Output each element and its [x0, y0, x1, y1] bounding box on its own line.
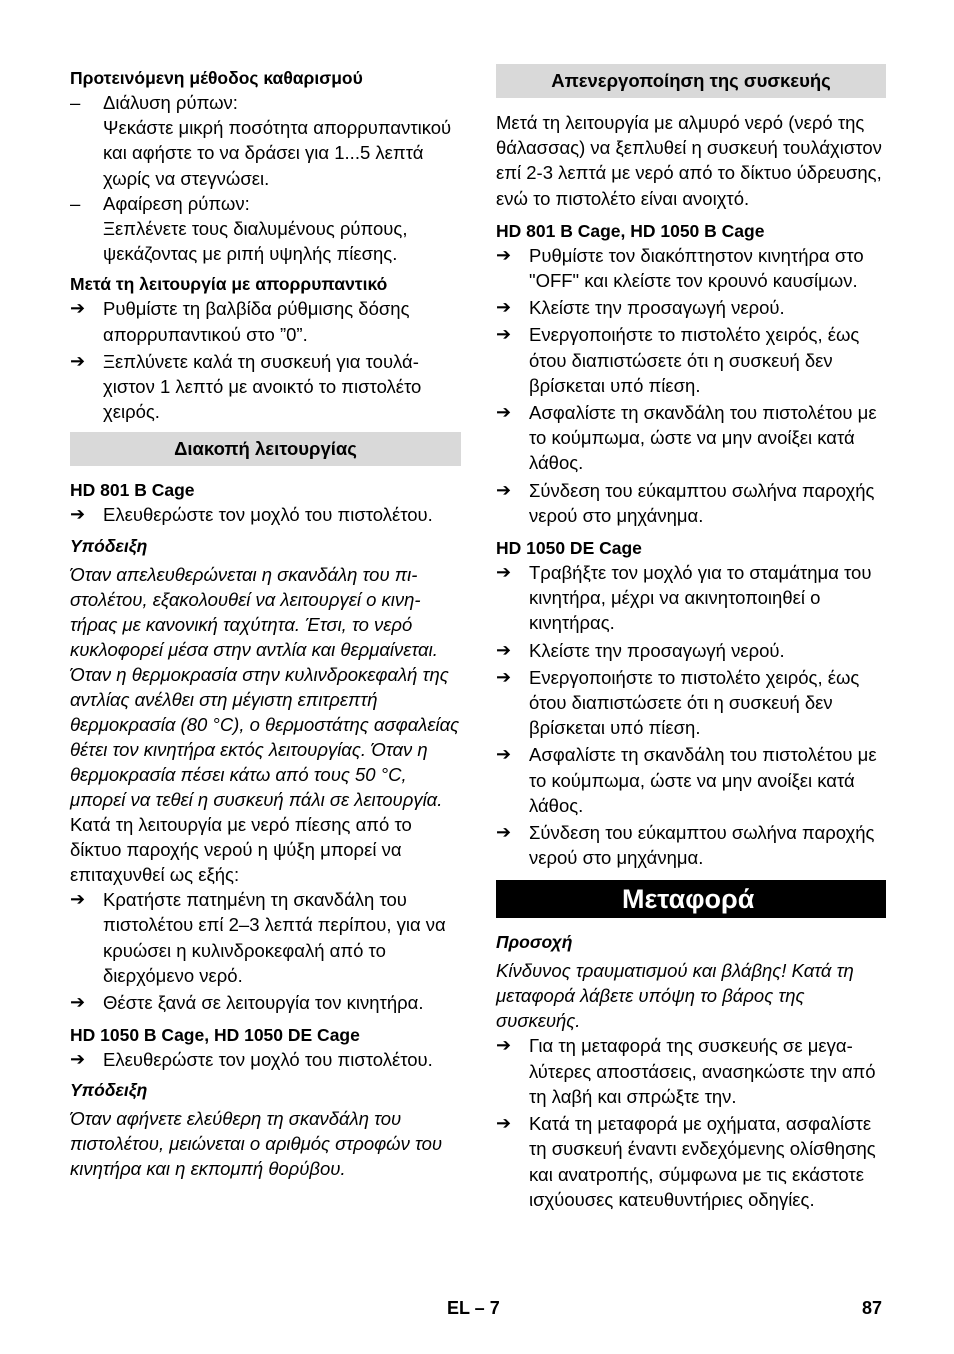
- list-item: ➔ Ελευθερώστε τον μοχλό του πιστολέτου.: [70, 1047, 461, 1072]
- list-item: ➔ Θέστε ξανά σε λειτουργία τον κινητήρα.: [70, 990, 461, 1015]
- list-item: ➔ Ενεργοποιήστε το πιστολέτο χειρός, έως ότου διαπιστώσετε ότι η συσκευή δεν βρίσκεται υπό πίεση.: [496, 665, 886, 741]
- heading-cleaning-method: Προτεινόμενη μέθοδος καθαρισμού: [70, 68, 363, 88]
- warning-text: Κίνδυνος τραυματισμού και βλάβης! Κατά τη μεταφορά λάβετε υπόψη το βάρος της συσκευής.: [496, 960, 854, 1032]
- list-item: ➔ Ασφαλίστε τη σκανδάλη του πιστολέτου με το κούμπωμα, ώστε να μην ανοίξει κατά λάθος.: [496, 400, 886, 476]
- list-item-title: Διάλυση ρύπων:: [103, 92, 238, 113]
- heading-hd801: HD 801 B Cage: [70, 480, 195, 501]
- list-item: ➔ Σύνδεση του εύκαμπτου σωλήνα παροχής νερού στο μηχάνημα.: [496, 478, 886, 528]
- heading-hd801-hd1050: HD 801 B Cage, HD 1050 B Cage: [496, 220, 765, 241]
- arrow-icon: ➔: [70, 504, 86, 525]
- dash-marker: –: [70, 192, 81, 214]
- heading-hd1050de: HD 1050 DE Cage: [496, 538, 642, 559]
- list-item: ➔ Κατά τη μεταφορά με οχήματα, ασφαλίστε τη συσκευή έναντι ενδεχόμενης ολίσθησης και ανατροπής, σύμφωνα με τις εκάστοτε ισχύουσες κατευθυντήριες οδηγίες.: [496, 1111, 886, 1212]
- list-item: ➔ Κρατήστε πατημένη τη σκανδάλη του πιστολέτου επί 2–3 λεπτά περίπου, για να κρυώσει η κυλινδροκεφαλή από το διερχόμενο νερό.: [70, 887, 461, 988]
- arrow-icon: ➔: [496, 324, 512, 345]
- list-item: [70, 90, 461, 191]
- note-heading: Υπόδειξη: [70, 535, 148, 556]
- arrow-icon: ➔: [496, 744, 512, 765]
- arrow-icon: ➔: [70, 889, 86, 910]
- arrow-icon: ➔: [70, 350, 86, 371]
- list-item: ➔ Ξεπλύνετε καλά τη συσκευή για τουλάχιστον 1 λεπτό με ανοικτό το πιστολέτο χειρός.: [70, 349, 461, 425]
- note-text: Όταν απελευθερώνεται η σκανδάλη του πιστολέτου, εξακολουθεί να λειτουργεί ο κινητήρας με κανονική ταχύτητα. Έτσι, το νερό κυκλοφορεί μέσα στην αντλία και θερμαίνεται. Όταν η θερμοκρασία στην κυλινδροκεφαλή της αντλίας ανέλθει στη μέγιστη επιτρεπτή θερμοκρασία (80 °C), ο θερμοστάτης ασφαλείας θέτει τον κινητήρα εκτός λειτουργίας. Όταν η θερμοκρασία πέσει κάτω από τους 50 °C, μπορεί να τεθεί η συσκευή πάλι σε λειτουργία.: [70, 563, 460, 810]
- list-item-text: Ψεκάστε μικρή ποσότητα απορρυπαντικού και αφήστε το να δράσει για 1...5 λεπτά χωρίς να στεγνώσει.: [103, 117, 452, 189]
- arrow-icon: ➔: [70, 992, 86, 1013]
- arrow-icon: ➔: [496, 562, 512, 583]
- footer-language-page: EL – 7: [447, 1298, 500, 1318]
- list-item: ➔ Ασφαλίστε τη σκανδάλη του πιστολέτου με το κούμπωμα, ώστε να μην ανοίξει κατά λάθος.: [496, 742, 886, 818]
- right-column: [496, 64, 886, 1214]
- heading-after-detergent: Μετά τη λειτουργία με απορρυπαντικό: [70, 274, 388, 295]
- list-item-title: Αφαίρεση ρύπων:: [103, 192, 250, 214]
- arrow-icon: ➔: [496, 479, 512, 500]
- arrow-icon: ➔: [496, 822, 512, 843]
- heading-hd1050: HD 1050 B Cage, HD 1050 DE Cage: [70, 1025, 360, 1046]
- list-item: ➔ Ενεργοποιήστε το πιστολέτο χειρός, έως ότου διαπιστώσετε ότι η συσκευή δεν βρίσκεται υπό πίεση.: [496, 322, 886, 398]
- warning-heading: Προσοχή: [496, 932, 573, 953]
- section-band-shutdown: Διακοπή λειτουργίας: [70, 432, 461, 466]
- list-item: ➔ Ελευθερώστε τον μοχλό του πιστολέτου.: [70, 502, 461, 527]
- arrow-icon: ➔: [496, 1035, 512, 1056]
- left-column: [70, 64, 461, 1181]
- dash-marker: –: [70, 92, 81, 113]
- section-band-deactivation: Απενεργοποίηση της συσκευής: [496, 64, 886, 98]
- list-item: ➔ Για τη μεταφορά της συσκευής σε μεγαλύτερες αποστάσεις, ανασηκώστε την από τη λαβή και σπρώξτε την.: [496, 1033, 886, 1109]
- arrow-icon: ➔: [496, 639, 512, 660]
- arrow-icon: ➔: [496, 297, 512, 318]
- list-item: ➔ Ρυθμίστε τον διακόπτηστον κινητήρα στο "OFF" και κλείστε τον κρουνό καυσίμων.: [496, 243, 886, 293]
- arrow-icon: ➔: [496, 666, 512, 687]
- paragraph: Κατά τη λειτουργία με νερό πίεσης από το δίκτυο παροχής νερού η ψύξη μπορεί να επιταχυνθεί ως εξής:: [70, 813, 412, 886]
- list-item: ➔ Τραβήξτε τον μοχλό για το σταμάτημα του κινητήρα, μέχρι να ακινητοποιηθεί ο κινητήρας.: [496, 560, 886, 636]
- chapter-title-transport: Μεταφορά: [496, 880, 886, 918]
- arrow-icon: ➔: [70, 298, 86, 319]
- arrow-icon: ➔: [496, 402, 512, 423]
- arrow-icon: ➔: [496, 244, 512, 265]
- list-item-text: Ξεπλένετε τους διαλυμένους ρύπους, ψεκάζοντας με ριπή υψηλής πίεσης.: [103, 218, 408, 265]
- list-item: ➔ Κλείστε την προσαγωγή νερού.: [496, 638, 886, 663]
- list-item: ➔ Σύνδεση του εύκαμπτου σωλήνα παροχής νερού στο μηχάνημα.: [496, 820, 886, 870]
- note-text: Όταν αφήνετε ελεύθερη τη σκανδάλη του πιστολέτου, μειώνεται ο αριθμός στροφών του κινητήρα και η εκπομπή θορύβου.: [70, 1108, 443, 1180]
- list-item: ➔ Κλείστε την προσαγωγή νερού.: [496, 295, 886, 320]
- arrow-icon: ➔: [496, 1113, 512, 1134]
- note-heading: Υπόδειξη: [70, 1080, 148, 1101]
- list-item: [70, 191, 461, 267]
- arrow-icon: ➔: [70, 1049, 86, 1070]
- footer-page-number: 87: [862, 1298, 883, 1318]
- paragraph: Μετά τη λειτουργία με αλμυρό νερό (νερό της θάλασσας) να ξεπλυθεί η συσκευή τουλάχιστον επί 2-3 λεπτά με νερό από το δίκτυο ύδρευσης, ενώ το πιστολέτο είναι ανοιχτό.: [496, 112, 882, 209]
- list-item: ➔ Ρυθμίστε τη βαλβίδα ρύθμισης δόσης απορρυπαντικού στο ”0”.: [70, 296, 461, 346]
